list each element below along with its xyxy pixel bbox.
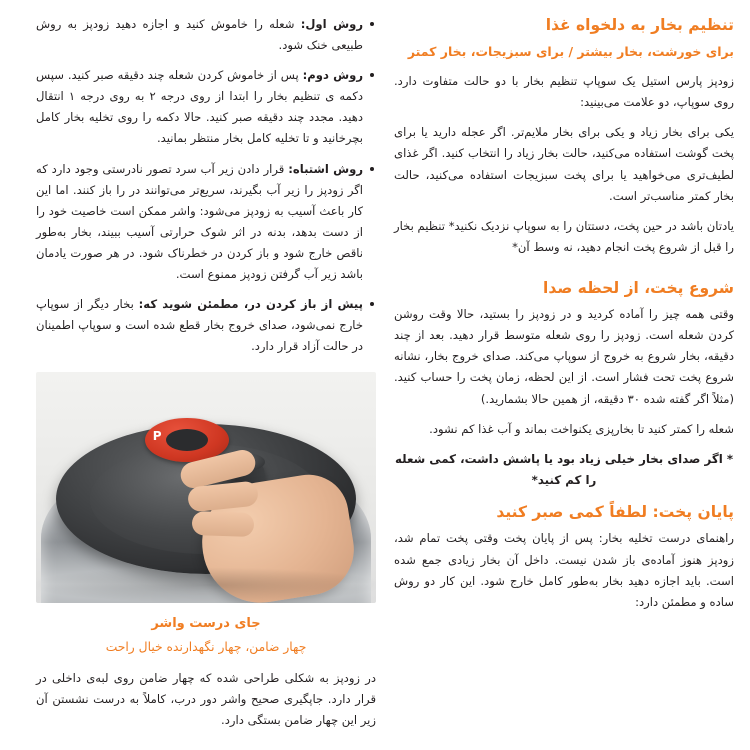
paragraph-cooking-end-1: راهنمای درست تخلیه بخار: پس از پایان پخت وقتی پخت تمام شد، زودپز هنوز آماده‌ی باز شدن نیست. داخل آن بخار زیادی جمع شده است. باید اجازه دهید بخار به‌طور کامل خارج شود. این کار دو روش ساده و مطمئن دارد:	[394, 531, 734, 609]
paragraph-cooking-start-1: وقتی همه چیز را آماده کردید و در زودپز را بستید، حالا وقت روشن کردن شعله است. زودپز را روی شعله متوسط قرار دهید. بعد از چند دقیقه، بخار شروع به خروج از سوپاپ می‌کند. صدای خروج بخار، نشانه شروع پخت تحت فشار است. از این لحظه، زمان پخت را حساب کنید. (مثلاً اگر گفته شده ۳۰ دقیقه، از همین حالا بشمارید.)	[394, 307, 734, 406]
bullet-text-method-2: پس از خاموش کردن شعله چند دقیقه صبر کنید. سپس دکمه ی تنظیم بخار را ابتدا از روی درجه ۲ به روی درجه ۱ انتقال دهید. مجدد چند دقیقه صبر کنید. حالا دکمه را روی تخلیه بخار کامل بچرخانید و تا تخلیه کامل بخار منتظر بمانید.	[36, 68, 363, 146]
bullet-text-method-1: شعله را خاموش کنید و اجازه دهید زودپز به روش طبیعی خنک شود.	[36, 17, 363, 53]
paragraph-steam-adjust-3: یادتان باشد در حین پخت، دستتان را به سوپاپ نزدیک نکنید* تنظیم بخار را قبل از شروع پخت انجام دهید، نه وسط آن*	[394, 218, 734, 254]
list-item	[36, 294, 376, 357]
spacer-1	[394, 267, 734, 277]
section-heading-washer: جای درست واشر	[151, 615, 261, 631]
photo-shadow	[36, 567, 376, 603]
finger-icon	[192, 511, 255, 537]
bullet-label-method-2: روش دوم:	[302, 68, 363, 83]
section-subhead-washer: چهار ضامن، چهار نگهدارنده خیال راحت	[105, 639, 307, 654]
paragraph-cooking-start-2: شعله را کمتر کنید تا بخارپزی یکنواخت بماند و آب غذا کم نشود.	[429, 421, 734, 436]
section-heading-cooking-end: پایان پخت: لطفاً کمی صبر کنید	[496, 503, 734, 522]
bullet-label-before-opening: پیش از باز کردن در، مطمئن شوید که:	[138, 297, 363, 312]
list-item	[36, 65, 376, 149]
bullet-text-before-opening: بخار دیگر از سوپاپ خارج نمی‌شود، صدای خروج بخار قطع شده است و سوپاپ اطمینان در حالت آزاد قرار دارد.	[36, 297, 363, 354]
section-washer-placement	[36, 607, 376, 740]
left-column	[36, 14, 376, 740]
bullet-label-wrong-method: روش اشتباه:	[288, 161, 364, 176]
paragraph-steam-adjust-2: یکی برای بخار زیاد و یکی برای بخار ملایم‌تر. اگر عجله دارید یا برای پخت گوشت استفاده می‌کنید، حالت بخار زیاد را انتخاب کنید. اگر غذای لطیف‌تری می‌خواهید یا برای پخت سبزیجات استفاده می‌کنید، حالت بخار کمتر مناسب‌تر است.	[394, 125, 734, 203]
valve-marking-label: P	[152, 429, 162, 444]
section-cooking-start	[394, 277, 734, 501]
bullet-label-method-1: روش اول:	[300, 17, 363, 31]
bullet-text-wrong-method: قرار دادن زیر آب سرد تصور نادرستی وجود دارد که اگر زودپز را زیر آب بگیرند، سریع‌تر می‌توانند در را باز کنند. اما این کار باعث آسیب به زودپز می‌شود: واشر ممکن است خاصیت خود را از دست بدهد، بدنه در اثر شوک حرارتی آسیب ببیند، بخار به‌طور ناقص خارج شود و باز کردن در خطرناک شود. در هر صورت یادمان باشد زیر آب گرفتن زودپز ممنوع است.	[36, 161, 363, 282]
release-methods-list	[36, 14, 376, 366]
section-cooking-end	[394, 501, 734, 622]
list-item	[36, 14, 376, 56]
section-steam-adjust	[394, 14, 734, 267]
list-item	[36, 159, 376, 286]
right-column	[394, 14, 734, 740]
paragraph-steam-adjust-1: زودپز پارس استیل یک سوپاپ تنظیم بخار با دو حالت متفاوت دارد. روی سوپاپ، دو علامت می‌بینید:	[394, 74, 734, 110]
pressure-cooker-photo	[36, 372, 376, 602]
paragraph-washer: در زودپز به شکلی طراحی شده که چهار ضامن روی لبه‌ی داخلی در قرار دارد. جاپگیری صحیح واشر دور درب، کاملاً به درست نشستن آن زیر این چهار ضامن بستگی دارد.	[36, 670, 376, 727]
section-heading-steam-adjust: تنظیم بخار به دلخواه غذا	[545, 16, 734, 34]
note-flame-warning: * اگر صدای بخار خیلی زیاد بود یا پاشش داشت، کمی شعله را کم کنید*	[394, 451, 734, 487]
section-heading-cooking-start: شروع پخت، از لحظه صدا	[543, 278, 734, 297]
section-subhead-steam-adjust: برای خورشت، بخار بیشتر / برای سبزیجات، بخار کمتر	[407, 44, 734, 60]
